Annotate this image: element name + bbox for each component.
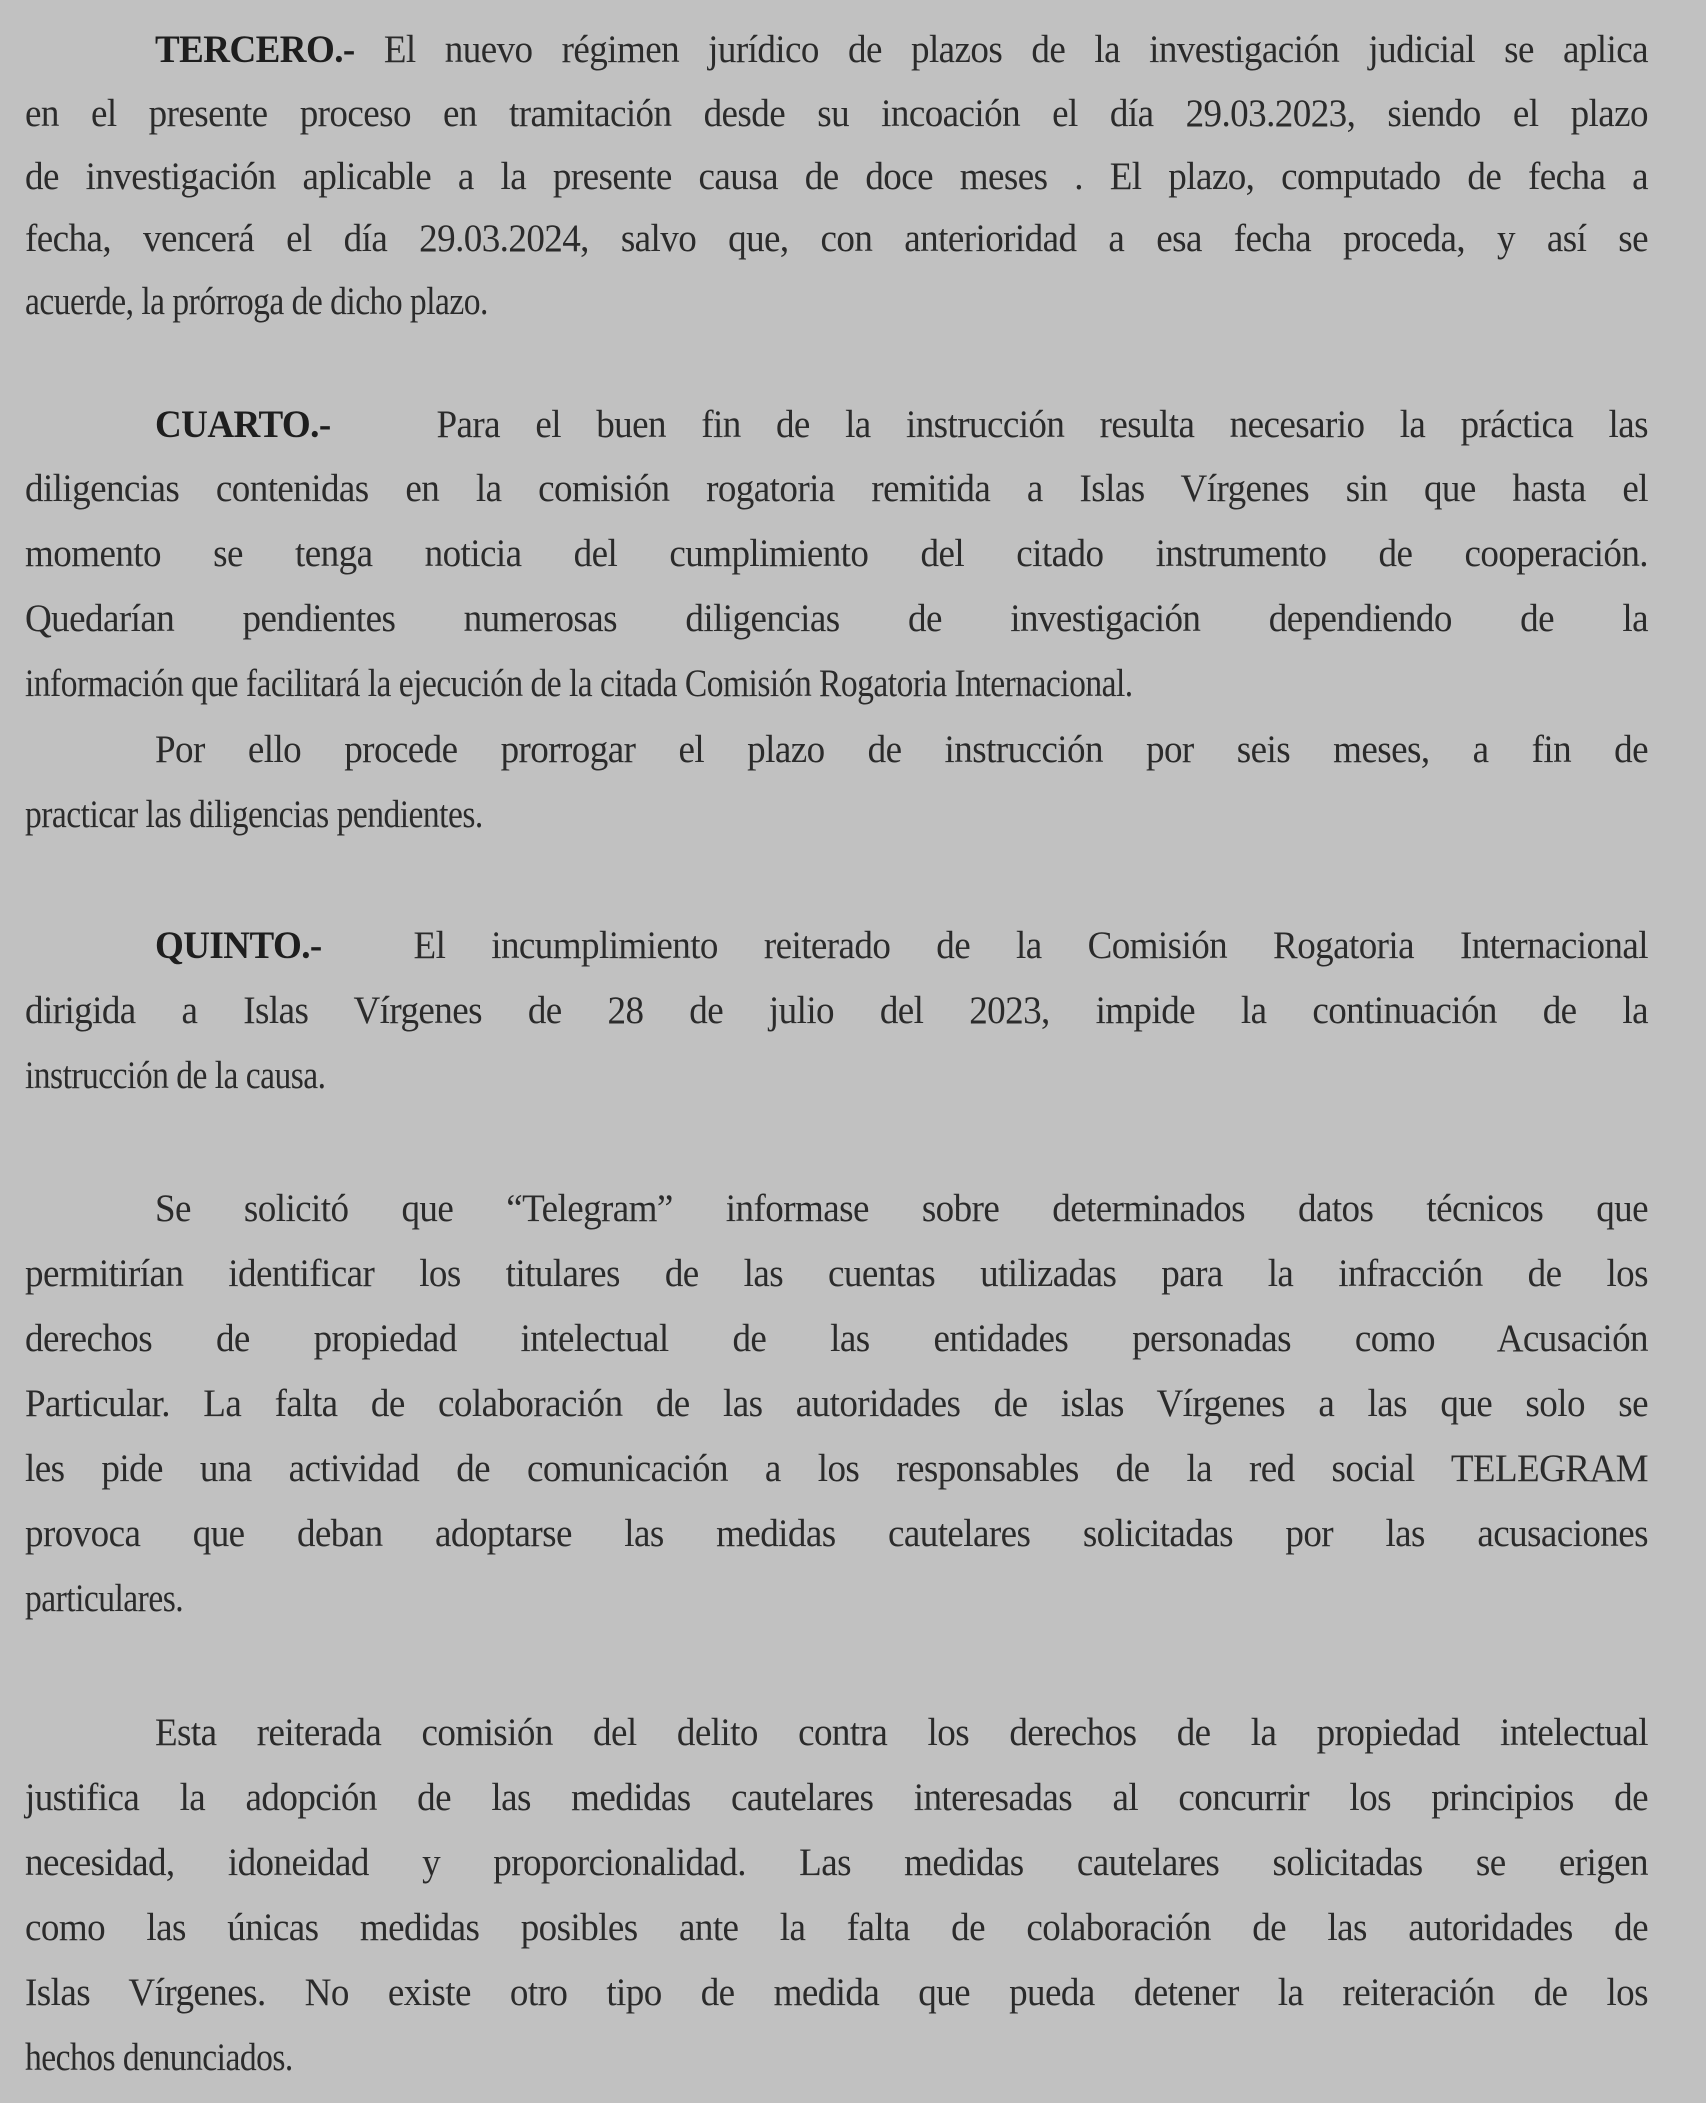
text-line: Quedarían pendientes numerosas diligencias de investigación dependiendo de la xyxy=(25,597,1648,640)
text-line: Por ello procede prorrogar el plazo de instrucción por seis meses, a fin de xyxy=(155,728,1648,771)
text-line: acuerde, la prórroga de dicho plazo. xyxy=(25,280,488,323)
text-line: Particular. La falta de colaboración de las autoridades de islas Vírgenes a las que solo se xyxy=(25,1382,1648,1425)
text-line: derechos de propiedad intelectual de las entidades personadas como Acusación xyxy=(25,1317,1648,1360)
text-line: hechos denunciados. xyxy=(25,2036,293,2079)
text-line: Se solicitó que “Telegram” informase sobre determinados datos técnicos que xyxy=(155,1187,1648,1230)
text-line: les pide una actividad de comunicación a los responsables de la red social TELEGRAM xyxy=(25,1447,1648,1490)
text-line: como las únicas medidas posibles ante la falta de colaboración de las autoridades de xyxy=(25,1906,1648,1949)
paragraph-heading: QUINTO.- xyxy=(155,924,322,967)
text-line: fecha, vencerá el día 29.03.2024, salvo que, con anterioridad a esa fecha proceda, y así se xyxy=(25,217,1648,260)
text-line: particulares. xyxy=(25,1577,184,1620)
text-line: provoca que deban adoptarse las medidas cautelares solicitadas por las acusaciones xyxy=(25,1512,1648,1555)
text-line: justifica la adopción de las medidas cautelares interesadas al concurrir los principios de xyxy=(25,1776,1648,1819)
text-line: Islas Vírgenes. No existe otro tipo de medida que pueda detener la reiteración de los xyxy=(25,1971,1648,2014)
text-line: TERCERO.- El nuevo régimen jurídico de plazos de la investigación judicial se aplica xyxy=(155,28,1648,71)
paragraph-heading: CUARTO.- xyxy=(155,403,331,446)
text-line: practicar las diligencias pendientes. xyxy=(25,793,483,836)
text-line: necesidad, idoneidad y proporcionalidad. Las medidas cautelares solicitadas se erigen xyxy=(25,1841,1648,1884)
text-line: CUARTO.- Para el buen fin de la instrucción resulta necesario la práctica las xyxy=(155,403,1648,446)
text-line: de investigación aplicable a la presente causa de doce meses . El plazo, computado de fecha a xyxy=(25,155,1648,198)
text-line: QUINTO.- El incumplimiento reiterado de la Comisión Rogatoria Internacional xyxy=(155,924,1648,967)
paragraph-heading: TERCERO.- xyxy=(155,28,355,71)
text-line: en el presente proceso en tramitación desde su incoación el día 29.03.2023, siendo el plazo xyxy=(25,92,1648,135)
text-line: diligencias contenidas en la comisión rogatoria remitida a Islas Vírgenes sin que hasta el xyxy=(25,467,1648,510)
text-line: dirigida a Islas Vírgenes de 28 de julio del 2023, impide la continuación de la xyxy=(25,989,1648,1032)
text-line: información que facilitará la ejecución de la citada Comisión Rogatoria Internacional. xyxy=(25,662,1133,705)
text-line: permitirían identificar los titulares de las cuentas utilizadas para la infracción de los xyxy=(25,1252,1648,1295)
text-line: momento se tenga noticia del cumplimiento del citado instrumento de cooperación. xyxy=(25,532,1648,575)
text-line: Esta reiterada comisión del delito contra los derechos de la propiedad intelectual xyxy=(155,1711,1648,1754)
text-line: instrucción de la causa. xyxy=(25,1054,326,1097)
